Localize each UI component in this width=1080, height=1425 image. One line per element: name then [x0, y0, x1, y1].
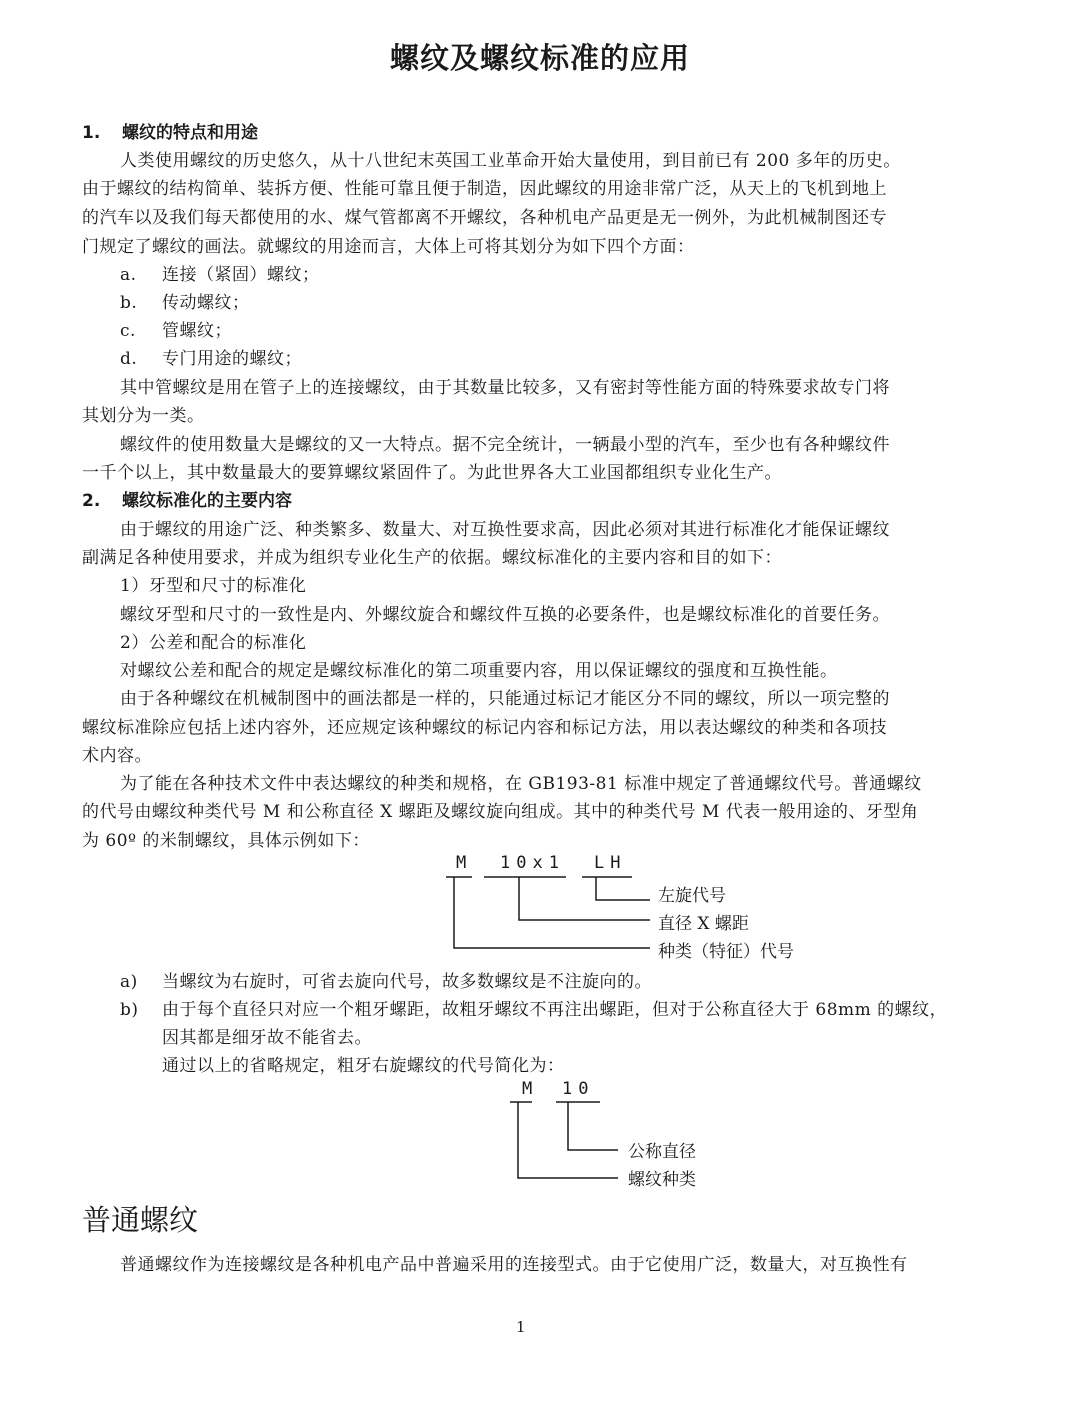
- diagram-1-label-type: 种类（特征）代号: [658, 942, 794, 962]
- paragraph-line: 其中管螺纹是用在管子上的连接螺纹，由于其数量比较多，又有密封等性能方面的特殊要求故专门将: [120, 378, 890, 398]
- subsection-heading: 1）牙型和尺寸的标准化: [120, 576, 307, 596]
- paragraph-line: 人类使用螺纹的历史悠久，从十八世纪末英国工业革命开始大量使用，到目前已有 200 多年的历史。: [120, 151, 901, 171]
- paragraph-line: 门规定了螺纹的画法。就螺纹的用途而言，大体上可将其划分为如下四个方面：: [82, 237, 695, 257]
- diagram-1-label-lh: 左旋代号: [658, 886, 726, 906]
- paragraph-line: 由于螺纹的用途广泛、种类繁多、数量大、对互换性要求高，因此必须对其进行标准化才能保证螺纹: [120, 520, 890, 540]
- paragraph-line: 为了能在各种技术文件中表达螺纹的种类和规格，在 GB193-81 标准中规定了普通螺纹代号。普通螺纹: [120, 774, 922, 794]
- diagram-2-label-size: 公称直径: [628, 1142, 696, 1162]
- note-item: a) 当螺纹为右旋时，可省去旋向代号，故多数螺纹是不注旋向的。: [120, 972, 652, 992]
- diagram-2-code-size: 10: [562, 1079, 595, 1099]
- page-number: 1: [516, 1318, 526, 1336]
- paragraph-line: 为 60º 的米制螺纹，具体示例如下：: [82, 831, 370, 851]
- paragraph-line: 螺纹件的使用数量大是螺纹的又一大特点。据不完全统计，一辆最小型的汽车，至少也有各种螺纹件: [120, 435, 890, 455]
- page-title: 螺纹及螺纹标准的应用: [389, 41, 690, 75]
- paragraph-line: 副满足各种使用要求，并成为组织专业化生产的依据。螺纹标准化的主要内容和目的如下：: [82, 548, 782, 568]
- paragraph-line: 由于螺纹的结构简单、装拆方便、性能可靠且便于制造，因此螺纹的用途非常广泛，从天上的飞机到地上: [82, 179, 887, 199]
- paragraph-line: 由于各种螺纹在机械制图中的画法都是一样的，只能通过标记才能区分不同的螺纹，所以一项完整的: [120, 689, 890, 709]
- section-1-number: 1.: [82, 123, 101, 143]
- note-item-continuation: 因其都是细牙故不能省去。: [162, 1028, 372, 1048]
- paragraph-line: 普通螺纹作为连接螺纹是各种机电产品中普遍采用的连接型式。由于它使用广泛，数量大，对互换性有: [120, 1255, 908, 1275]
- list-item: d. 专门用途的螺纹；: [120, 349, 302, 369]
- diagram-1-code-m: M: [456, 853, 473, 873]
- section-2-title: 螺纹标准化的主要内容: [122, 491, 292, 511]
- diagram-1-code-size: 10x1: [500, 853, 565, 873]
- subsection-heading: 2）公差和配合的标准化: [120, 633, 307, 653]
- section-3-heading: 普通螺纹: [82, 1203, 199, 1237]
- diagram-1-label-size: 直径 X 螺距: [658, 914, 749, 934]
- paragraph-line: 螺纹标准除应包括上述内容外，还应规定该种螺纹的标记内容和标记方法，用以表达螺纹的种类和各项技: [82, 718, 887, 738]
- paragraph-line: 对螺纹公差和配合的规定是螺纹标准化的第二项重要内容，用以保证螺纹的强度和互换性能。: [120, 661, 838, 681]
- list-item: a. 连接（紧固）螺纹；: [120, 265, 320, 285]
- list-item: c. 管螺纹；: [120, 321, 232, 341]
- note-item: b) 由于每个直径只对应一个粗牙螺距，故粗牙螺纹不再注出螺距，但对于公称直径大于 68mm 的螺纹，: [120, 1000, 948, 1020]
- paragraph-line: 的汽车以及我们每天都使用的水、煤气管都离不开螺纹，各种机电产品更是无一例外，为此机械制图还专: [82, 208, 887, 228]
- list-item: b. 传动螺纹；: [120, 293, 250, 313]
- paragraph-line: 术内容。: [82, 746, 152, 766]
- paragraph-line: 螺纹牙型和尺寸的一致性是内、外螺纹旋合和螺纹件互换的必要条件，也是螺纹标准化的首要任务。: [120, 605, 890, 625]
- diagram-2-code-m: M: [522, 1079, 539, 1099]
- diagram-2-label-type: 螺纹种类: [628, 1170, 696, 1190]
- diagram-1-code-lh: LH: [594, 853, 627, 873]
- paragraph-line: 的代号由螺纹种类代号 M 和公称直径 X 螺距及螺纹旋向组成。其中的种类代号 M 代表一般用途的、牙型角: [82, 802, 919, 822]
- paragraph-line: 一千个以上，其中数量最大的要算螺纹紧固件了。为此世界各大工业国都组织专业化生产。: [82, 463, 782, 483]
- section-1-title: 螺纹的特点和用途: [122, 123, 258, 143]
- paragraph-line: 其划分为一类。: [82, 406, 205, 426]
- paragraph-line: 通过以上的省略规定，粗牙右旋螺纹的代号简化为：: [162, 1056, 565, 1076]
- section-2-number: 2.: [82, 491, 101, 511]
